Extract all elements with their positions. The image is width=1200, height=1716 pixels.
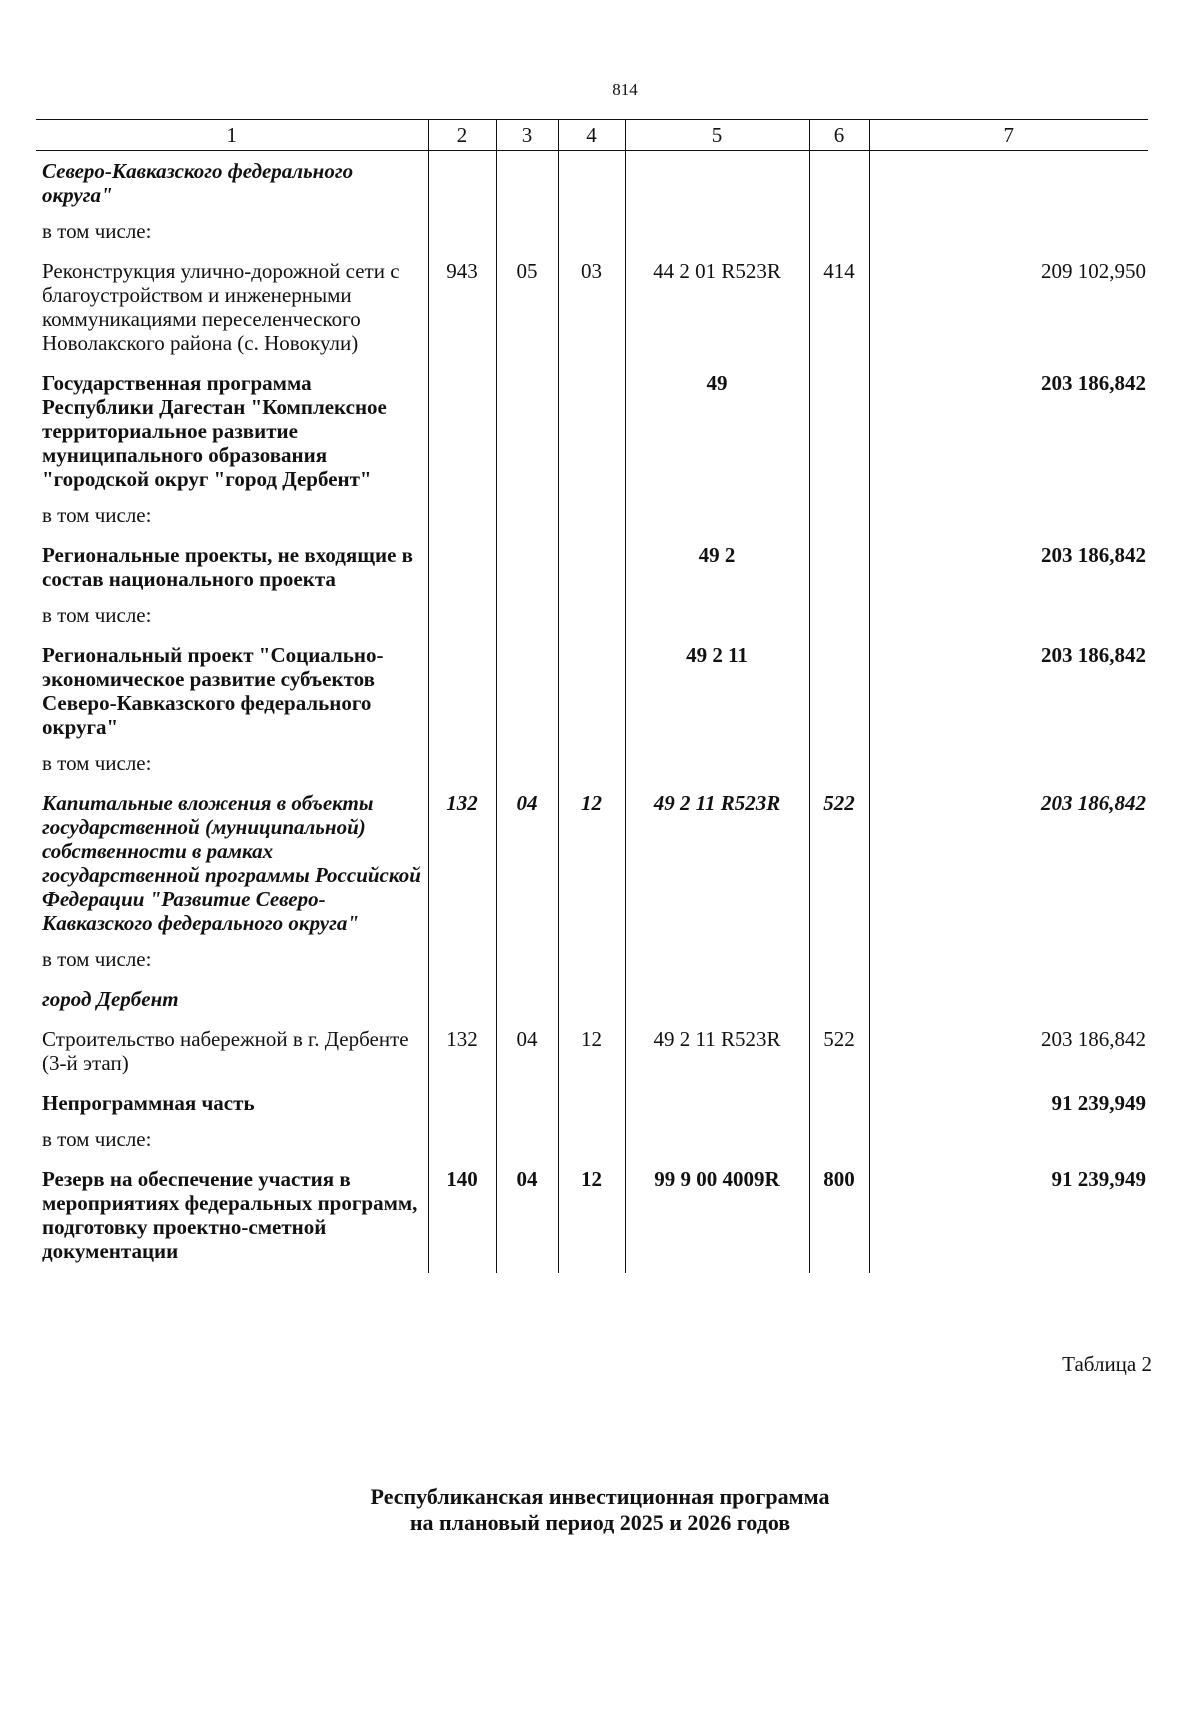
- cell-amount: 203 186,842: [869, 783, 1148, 943]
- cell-code-2: 140: [428, 1159, 496, 1273]
- cell-name: в том числе:: [42, 751, 152, 775]
- cell-code-4: [558, 363, 625, 499]
- cell-code-2: [428, 215, 496, 251]
- cell-name: Реконструкция улично-дорожной сети с благоустройством и инженерными коммуникациями переселенческого Новолакского района (с. Новокули): [42, 259, 400, 355]
- cell-code-2: [428, 1083, 496, 1123]
- cell-code-4: [558, 1123, 625, 1159]
- cell-amount: 91 239,949: [869, 1083, 1148, 1123]
- cell-code-6: 414: [809, 251, 869, 363]
- cell-code-2: 132: [428, 783, 496, 943]
- cell-code-5: 49 2 11 R523R: [625, 1019, 809, 1083]
- cell-code-2: [428, 943, 496, 979]
- cell-code-4: [558, 635, 625, 747]
- cell-code-5: 49 2 11 R523R: [625, 783, 809, 943]
- cell-code-3: [496, 599, 558, 635]
- cell-code-2: [428, 151, 496, 216]
- column-header: 1: [36, 120, 428, 151]
- cell-code-2: [428, 747, 496, 783]
- cell-name: в том числе:: [42, 219, 152, 243]
- cell-code-6: [809, 943, 869, 979]
- table-row: [36, 1123, 1148, 1159]
- cell-code-6: 800: [809, 1159, 869, 1273]
- cell-code-4: [558, 215, 625, 251]
- cell-name: в том числе:: [42, 503, 152, 527]
- table-row: [36, 215, 1148, 251]
- cell-code-6: [809, 979, 869, 1019]
- cell-code-3: [496, 635, 558, 747]
- cell-code-2: [428, 363, 496, 499]
- investment-table: [36, 119, 1148, 1273]
- page-number: 814: [612, 80, 638, 99]
- cell-code-3: [496, 747, 558, 783]
- cell-code-3: 04: [496, 783, 558, 943]
- table-row: [36, 499, 1148, 535]
- cell-code-5: [625, 1123, 809, 1159]
- cell-code-5: [625, 1083, 809, 1123]
- cell-code-3: [496, 151, 558, 216]
- cell-name: в том числе:: [42, 947, 152, 971]
- cell-amount: [869, 747, 1148, 783]
- cell-code-6: [809, 535, 869, 599]
- section-title: [0, 1484, 1200, 1536]
- cell-name: Северо-Кавказского федерального округа": [42, 159, 354, 207]
- cell-code-4: [558, 1083, 625, 1123]
- cell-name: в том числе:: [42, 1127, 152, 1151]
- cell-code-6: [809, 499, 869, 535]
- cell-amount: 203 186,842: [869, 635, 1148, 747]
- cell-code-4: 12: [558, 1159, 625, 1273]
- cell-code-2: [428, 979, 496, 1019]
- cell-name: Непрограммная часть: [42, 1091, 255, 1115]
- cell-code-4: [558, 979, 625, 1019]
- cell-code-2: [428, 535, 496, 599]
- cell-code-2: [428, 635, 496, 747]
- cell-code-5: [625, 215, 809, 251]
- cell-code-3: 04: [496, 1019, 558, 1083]
- cell-code-2: 943: [428, 251, 496, 363]
- table-row: [36, 363, 1148, 499]
- column-header: 4: [558, 120, 625, 151]
- cell-code-5: 49 2: [625, 535, 809, 599]
- table-row: [36, 1159, 1148, 1273]
- cell-code-3: [496, 499, 558, 535]
- cell-code-6: [809, 1083, 869, 1123]
- column-header: 2: [428, 120, 496, 151]
- table-row: [36, 1019, 1148, 1083]
- cell-code-6: [809, 747, 869, 783]
- table-row: [36, 783, 1148, 943]
- table-row: [36, 251, 1148, 363]
- cell-amount: 203 186,842: [869, 535, 1148, 599]
- cell-code-4: [558, 599, 625, 635]
- column-header: 6: [809, 120, 869, 151]
- cell-code-6: [809, 635, 869, 747]
- cell-name: город Дербент: [42, 987, 179, 1011]
- cell-code-6: [809, 215, 869, 251]
- cell-code-6: [809, 1123, 869, 1159]
- cell-amount: [869, 943, 1148, 979]
- cell-code-3: [496, 943, 558, 979]
- table-caption: Таблица 2: [1062, 1352, 1152, 1376]
- table-row: [36, 599, 1148, 635]
- table-row: [36, 747, 1148, 783]
- cell-amount: [869, 979, 1148, 1019]
- cell-name: Государственная программа Республики Дагестан "Комплексное территориальное развитие муниципального образования "городской округ "город Дербент": [42, 371, 387, 491]
- cell-code-3: [496, 363, 558, 499]
- cell-code-2: [428, 1123, 496, 1159]
- table-body: [36, 151, 1148, 1274]
- table-row: [36, 943, 1148, 979]
- cell-code-5: 49: [625, 363, 809, 499]
- cell-code-6: [809, 151, 869, 216]
- cell-code-3: 04: [496, 1159, 558, 1273]
- cell-code-5: [625, 979, 809, 1019]
- cell-code-5: [625, 151, 809, 216]
- cell-code-4: 12: [558, 783, 625, 943]
- cell-code-5: 49 2 11: [625, 635, 809, 747]
- cell-amount: 203 186,842: [869, 363, 1148, 499]
- cell-code-4: [558, 747, 625, 783]
- cell-name: Строительство набережной в г. Дербенте (3-й этап): [42, 1027, 409, 1075]
- cell-code-5: [625, 943, 809, 979]
- cell-code-2: [428, 599, 496, 635]
- cell-code-3: [496, 979, 558, 1019]
- cell-amount: [869, 599, 1148, 635]
- cell-code-6: [809, 599, 869, 635]
- table-header-row: [36, 120, 1148, 151]
- cell-code-3: 05: [496, 251, 558, 363]
- cell-amount: 203 186,842: [869, 1019, 1148, 1083]
- cell-code-4: [558, 499, 625, 535]
- cell-amount: 91 239,949: [869, 1159, 1148, 1273]
- table-row: [36, 535, 1148, 599]
- cell-code-5: [625, 499, 809, 535]
- cell-code-6: [809, 363, 869, 499]
- table-row: [36, 979, 1148, 1019]
- cell-code-5: [625, 599, 809, 635]
- cell-code-6: 522: [809, 1019, 869, 1083]
- cell-code-3: [496, 215, 558, 251]
- cell-amount: [869, 151, 1148, 216]
- cell-code-4: 03: [558, 251, 625, 363]
- cell-code-4: [558, 151, 625, 216]
- cell-code-3: [496, 535, 558, 599]
- cell-code-5: 99 9 00 4009R: [625, 1159, 809, 1273]
- section-title-line-1: Республиканская инвестиционная программа: [370, 1484, 830, 1509]
- cell-code-4: 12: [558, 1019, 625, 1083]
- cell-name: Капитальные вложения в объекты государственной (муниципальной) собственности в рамках государственной программы Российской Федерации "Развитие Северо-Кавказского федерального округа": [42, 791, 421, 935]
- table-row: [36, 635, 1148, 747]
- cell-code-3: [496, 1123, 558, 1159]
- cell-amount: 209 102,950: [869, 251, 1148, 363]
- cell-amount: [869, 499, 1148, 535]
- table-row: [36, 151, 1148, 216]
- cell-code-2: 132: [428, 1019, 496, 1083]
- section-title-line-2: на плановый период 2025 и 2026 годов: [409, 1510, 791, 1535]
- cell-code-2: [428, 499, 496, 535]
- cell-code-4: [558, 535, 625, 599]
- column-header: 5: [625, 120, 809, 151]
- cell-code-5: [625, 747, 809, 783]
- cell-amount: [869, 1123, 1148, 1159]
- cell-code-3: [496, 1083, 558, 1123]
- cell-amount: [869, 215, 1148, 251]
- cell-name: Региональный проект "Социально-экономическое развитие субъектов Северо-Кавказского федерального округа": [42, 643, 384, 739]
- cell-code-6: 522: [809, 783, 869, 943]
- column-header: 7: [869, 120, 1148, 151]
- cell-code-5: 44 2 01 R523R: [625, 251, 809, 363]
- cell-name: Региональные проекты, не входящие в состав национального проекта: [42, 543, 413, 591]
- cell-code-4: [558, 943, 625, 979]
- column-header: 3: [496, 120, 558, 151]
- table-row: [36, 1083, 1148, 1123]
- cell-name: Резерв на обеспечение участия в мероприятиях федеральных программ, подготовку проектно-сметной документации: [42, 1167, 418, 1263]
- cell-name: в том числе:: [42, 603, 152, 627]
